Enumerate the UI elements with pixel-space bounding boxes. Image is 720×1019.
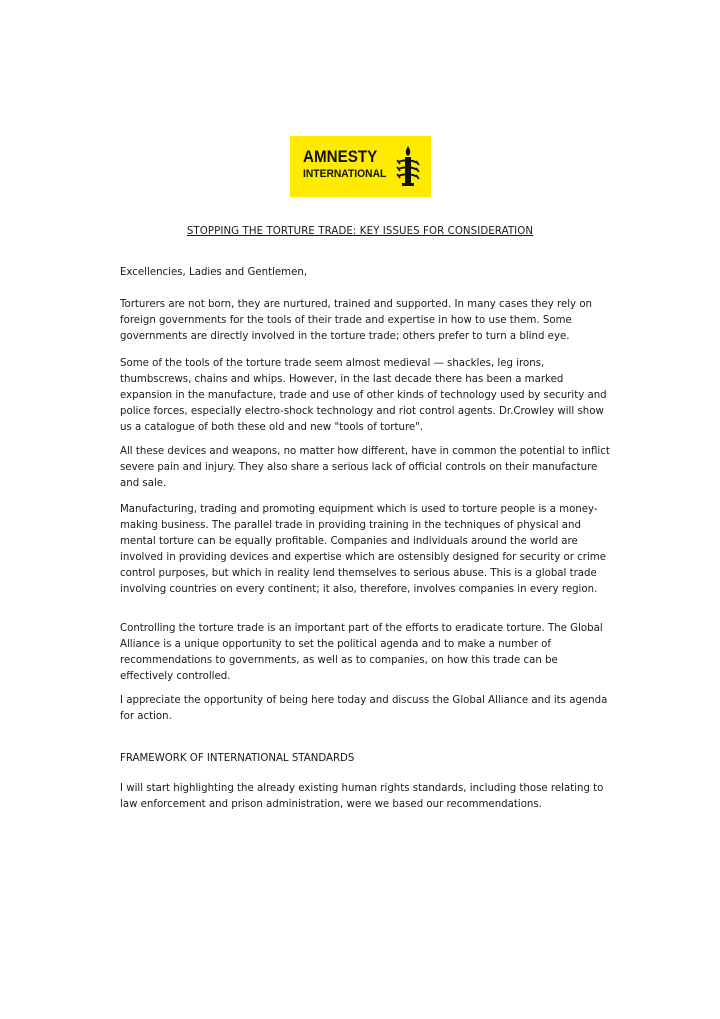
paragraph-tools: Some of the tools of the torture trade seem almost medieval — shackles, leg irons, thumbscrews, chains and whips. However, in the last decade there has been a marked expansion in the manufacture, trade and use of other kinds of technology used by security and police forces, especially electro-shock technology and riot control agents. Dr.Crowley will show us a catalogue of both these old and new "tools of torture". xyxy=(120,358,607,433)
paragraph-greeting: Excellencies, Ladies and Gentlemen, xyxy=(120,267,308,278)
logo-line-international: INTERNATIONAL xyxy=(303,167,387,180)
candle-barbed-wire-icon xyxy=(394,144,422,190)
paragraph-devices: All these devices and weapons, no matter how different, have in common the potential to inflict severe pain and injury. They also share a serious lack of official controls on their manufacture and sale. xyxy=(120,446,610,489)
paragraph-controlling: Controlling the torture trade is an important part of the efforts to eradicate torture. The Global Alliance is a unique opportunity to set the political agenda and to make a number of recommendations to governments, as well as to companies, on how this trade can be effectively controlled. xyxy=(120,623,603,682)
logo-wordmark xyxy=(303,149,394,180)
paragraph-torturers: Torturers are not born, they are nurtured, trained and supported. In many cases they rely on foreign governments for the tools of their trade and expertise in how to use them. Some governments are directly involved in the torture trade; others prefer to turn a blind eye. xyxy=(120,299,593,342)
logo-line-amnesty: AMNESTY xyxy=(303,148,378,166)
amnesty-logo xyxy=(290,136,431,197)
paragraph-standards: I will start highlighting the already existing human rights standards, including those relating to law enforcement and prison administration, were we based our recommendations. xyxy=(120,783,604,810)
paragraph-appreciation: I appreciate the opportunity of being here today and discuss the Global Alliance and its agenda for action. xyxy=(120,695,608,722)
section-heading: FRAMEWORK OF INTERNATIONAL STANDARDS xyxy=(120,753,355,764)
document-title: STOPPING THE TORTURE TRADE: KEY ISSUES FOR CONSIDERATION xyxy=(186,226,534,237)
paragraph-manufacturing: Manufacturing, trading and promoting equipment which is used to torture people is a money-making business. The parallel trade in providing training in the techniques of physical and mental torture can be equally profitable. Companies and individuals around the world are involved in providing devices and expertise which are ostensibly designed for security or crime control purposes, but which in reality lend themselves to serious abuse. This is a global trade involving countries on every continent; it also, therefore, involves companies in every region. xyxy=(120,504,606,595)
